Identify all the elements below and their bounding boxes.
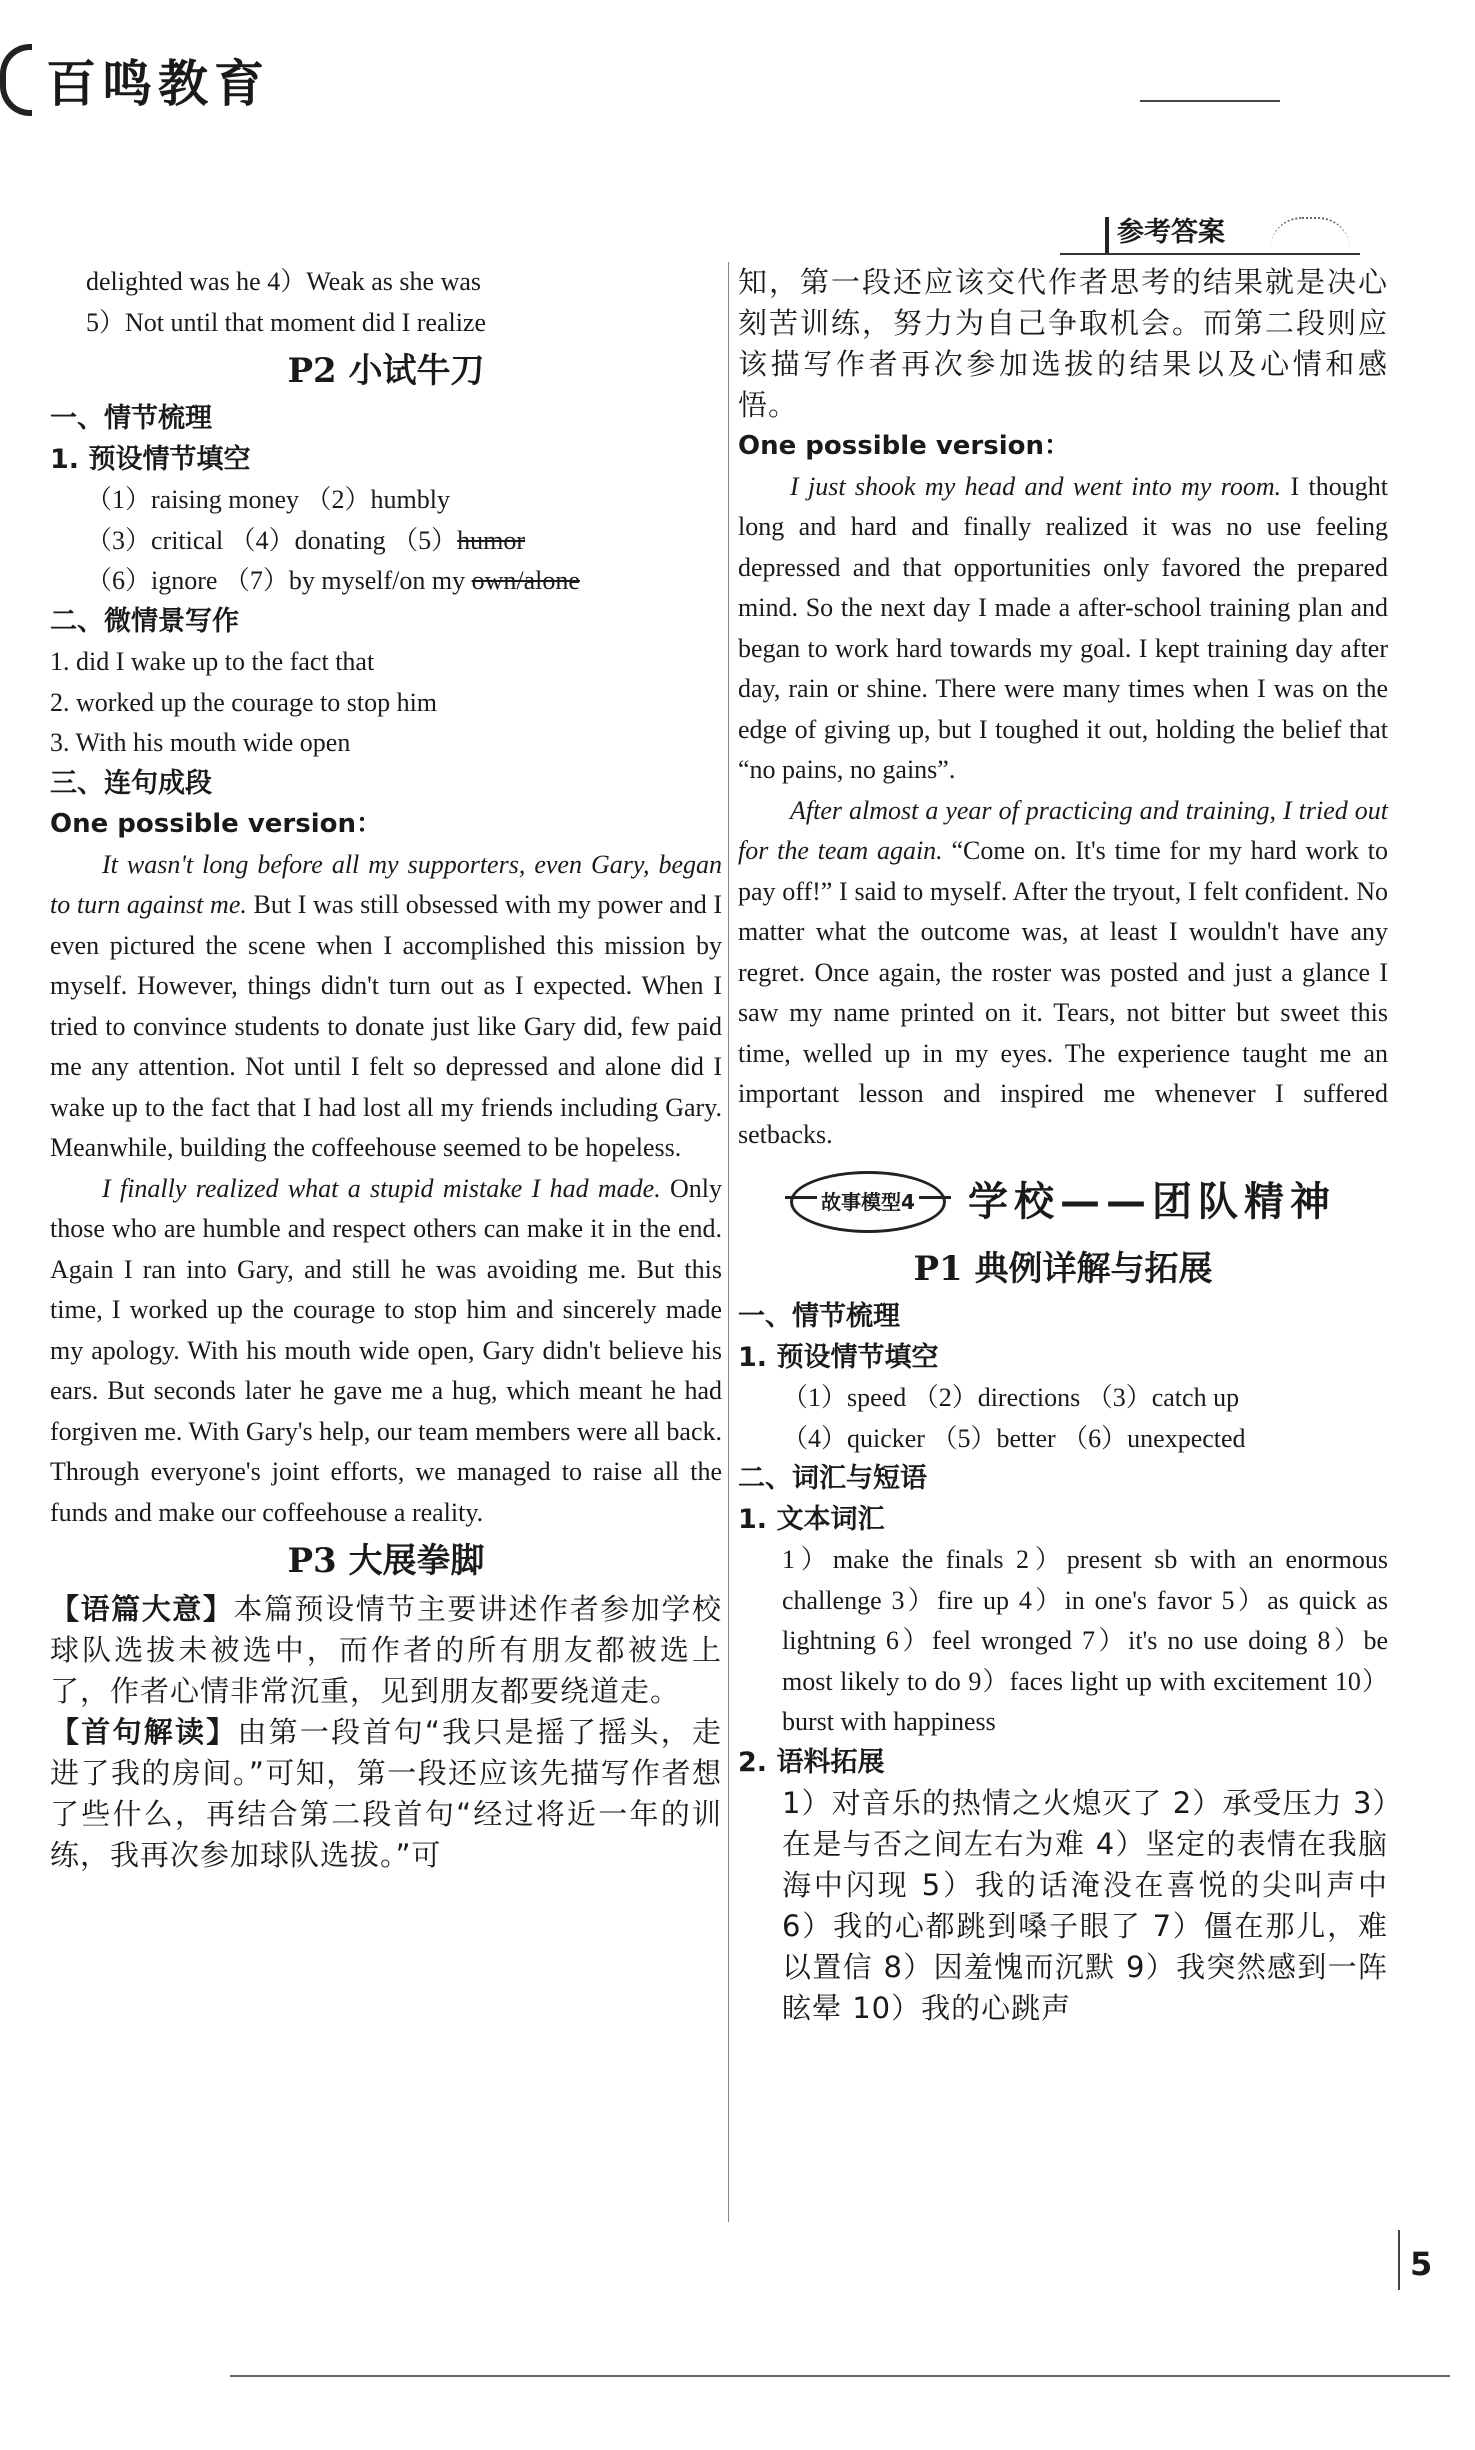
- brand: [0, 40, 270, 120]
- left-column: [50, 262, 722, 1876]
- p2-title: P2 小试牛刀: [287, 351, 485, 391]
- first-sentence-text: 由第一段首句“我只是摇了摇头，走进了我的房间。”可知，第一段还应该先描写作者想了些什么，再结合第二段首句“经过将近一年的训练，我再次参加球队选拔。”可: [50, 1715, 722, 1872]
- bottom-rule: [230, 2375, 1450, 2377]
- left-essay-paragraph-2: [50, 1169, 722, 1534]
- fill-row-2-crossed: humor: [457, 525, 526, 555]
- left-essay-paragraph-1: [50, 845, 722, 1169]
- gist-text: 本篇预设情节主要讲述作者参加学校球队选拔未被选中，而作者的所有朋友都被选上了，作者心情非常沉重，见到朋友都要绕道走。: [50, 1592, 722, 1708]
- writing-2: 2. worked up the courage to stop him: [50, 687, 438, 717]
- writing-1: 1. did I wake up to the fact that: [50, 647, 375, 676]
- story-model-title: 学校——团队精神: [968, 1178, 1336, 1225]
- right-column: [738, 262, 1388, 2029]
- heading-fill: 1. 预设情节填空: [50, 443, 251, 475]
- right-essay-p1-italic: I just shook my head and went into my room.: [790, 471, 1282, 501]
- right-essay-p1-text: I thought long and hard and finally realized it was no use feeling depressed and that opportunities only favored the prepared mind. So the next day I made a after-school training plan and began to work hard towards my goal. I kept training day after day, rain or shine. There were many times when I was on the edge of giving up, but I toughed it out, holding the belief that “no pains, no gains”.: [738, 471, 1388, 784]
- heading-plot: 一、情节梳理: [50, 403, 212, 434]
- intro-line-2: 5）Not until that moment did I realize: [86, 307, 487, 337]
- heading-micro-writing: 二、微情景写作: [50, 605, 239, 637]
- heading-text-vocab: 1. 文本词汇: [738, 1503, 885, 1535]
- fill-row-3-text: （6）ignore （7）by myself/on my: [86, 566, 472, 595]
- top-rule: [1140, 100, 1280, 102]
- p3-title: P3 大展拳脚: [287, 1541, 485, 1581]
- gist-paragraph: [50, 1589, 722, 1712]
- left-essay-p2-text: Only those who are humble and respect others can make it in the end. Again I ran into Gary, and still he was avoiding me. But this time, I worked up the courage to stop him and sincerely made my apology. With his mouth wide open, Gary didn't believe his ears. But seconds later he gave me a hug, which meant he had forgiven me. With Gary's help, our team members were all back. Through everyone's joint efforts, we managed to raise all the funds and make our coffeehouse a reality.: [50, 1173, 723, 1527]
- gist-label: 【语篇大意】: [50, 1592, 234, 1626]
- right-version-label: One possible version：: [738, 431, 1071, 461]
- version-label: One possible version：: [50, 809, 383, 839]
- continued-text: 知，第一段还应该交代作者思考的结果就是决心刻苦训练，努力为自己争取机会。而第二段则应该描写作者再次参加选拔的结果以及心情和感悟。: [738, 265, 1388, 422]
- right-fill-row-2: （4）quicker （5）better （6）unexpected: [782, 1423, 1246, 1453]
- left-essay-p1-text: But I was still obsessed with my power and I even pictured the scene when I accomplished this mission by myself. However, things didn't turn out as I expected. When I tried to convince students to donate just like Gary did, few paid me any attention. Not until I felt so depressed and alone did I wake up to the fact that I had lost all my friends including Gary. Meanwhile, building the coffeehouse seemed to be hopeless.: [50, 890, 722, 1162]
- right-heading-plot: 一、情节梳理: [738, 1301, 900, 1332]
- right-essay-paragraph-1: [738, 467, 1388, 791]
- fill-row-2: [50, 521, 722, 562]
- heading-expansion: 2. 语料拓展: [738, 1746, 885, 1778]
- brand-logo-icon: [0, 44, 32, 116]
- right-essay-p2-text: “Come on. It's time for my hard work to pay off!” I said to myself. After the tryout, I felt confident. No matter what the outcome was, at least I wouldn't have any regret. Once again, the roster was posted and just a glance I saw my name printed on it. Tears, not bitter but sweet this time, welled up in my eyes. The experience taught me an important lesson and inspired me whenever I suffered setbacks.: [738, 836, 1388, 1149]
- first-sentence-label: 【首句解读】: [50, 1715, 238, 1749]
- expansion-list: 1）对音乐的热情之火熄灭了 2）承受压力 3）在是与否之间左右为难 4）坚定的表情在我脑海中闪现 5）我的话淹没在喜悦的尖叫声中 6）我的心都跳到嗓子眼了 7）僵在那儿，难以置信 8）因羞愧而沉默 9）我突然感到一阵眩晕 10）我的心跳声: [782, 1786, 1388, 2025]
- p1-title: P1 典例详解与拓展: [913, 1249, 1213, 1289]
- story-model-badge-text: 故事模型4: [817, 1182, 919, 1223]
- section-label-text: 参考答案: [1117, 217, 1225, 248]
- right-fill-row-1: （1）speed （2）directions （3）catch up: [782, 1383, 1240, 1412]
- label-decoration-icon: [1270, 217, 1350, 249]
- right-heading-fill: 1. 预设情节填空: [738, 1341, 939, 1373]
- left-essay-p1-italic: It wasn't long before all my supporters, even Gary, began to turn against me.: [50, 849, 722, 919]
- fill-row-3-crossed: own/alone: [471, 566, 580, 595]
- heading-paragraph: 三、连句成段: [50, 767, 212, 799]
- label-bar: [1105, 217, 1109, 253]
- brand-name: 百鸣教育: [46, 55, 270, 113]
- intro-line-1: delighted was he 4）Weak as she was: [86, 267, 482, 296]
- fill-row-1: （1）raising money （2）humbly: [86, 485, 450, 514]
- page-number-divider: [1398, 2230, 1400, 2290]
- right-essay-paragraph-2: [738, 791, 1388, 1156]
- story-model-header: [738, 1171, 1388, 1233]
- fill-row-2-text: （3）critical （4）donating （5）: [86, 525, 458, 555]
- heading-vocabulary: 二、词汇与短语: [738, 1463, 927, 1494]
- right-essay-p2-italic: After almost a year of practicing and training, I tried out for the team again.: [738, 795, 1388, 865]
- writing-3: 3. With his mouth wide open: [50, 728, 351, 757]
- fill-row-3: [50, 561, 722, 602]
- left-essay-p2-italic: I finally realized what a stupid mistake I had made.: [102, 1173, 661, 1203]
- column-divider: [728, 262, 729, 2222]
- vocab-list: 1）make the finals 2）present sb with an enormous challenge 3）fire up 4）in one's favor 5）as quick as lightning 6）feel wronged 7）it's no use doing 8）be most likely to do 9）faces light up with excitement 10）burst with happiness: [782, 1545, 1388, 1736]
- section-label: [1060, 205, 1360, 255]
- first-sentence-paragraph: [50, 1712, 722, 1876]
- page-number: 5: [1410, 2245, 1433, 2283]
- story-model-badge: [790, 1171, 946, 1233]
